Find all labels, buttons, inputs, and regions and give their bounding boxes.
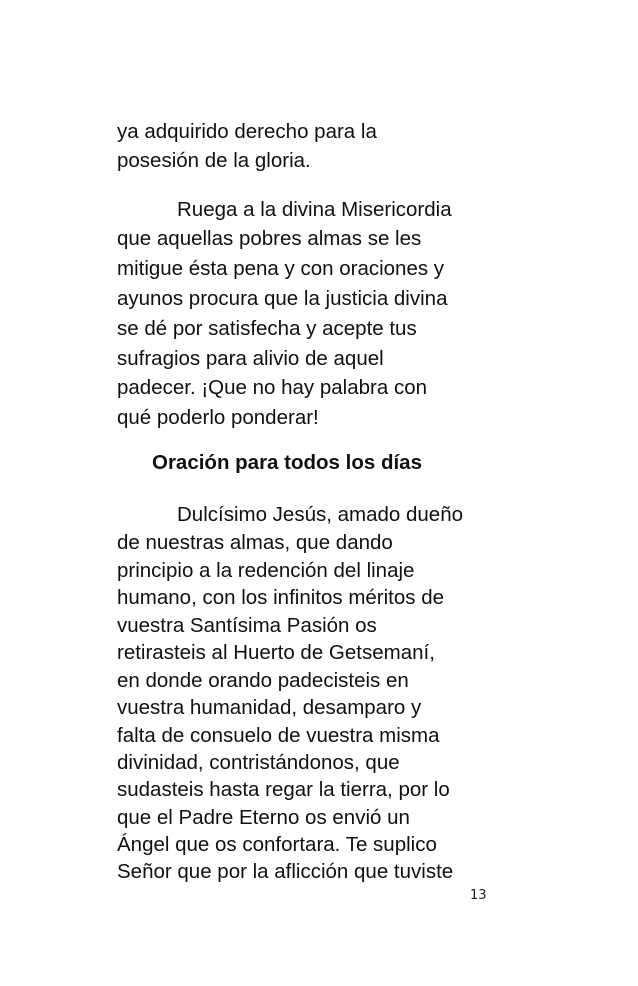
text-line: que el Padre Eterno os envió un — [117, 806, 410, 829]
text-line: posesión de la gloria. — [117, 149, 311, 172]
text-line: principio a la redención del linaje — [117, 559, 415, 582]
text-line: sufragios para alivio de aquel — [117, 347, 384, 370]
text-line: divinidad, contristándonos, que — [117, 751, 400, 774]
text-line: humano, con los infinitos méritos de — [117, 586, 445, 609]
text-line: retirasteis al Huerto de Getsemaní, — [117, 641, 435, 664]
text-line: Ángel que os confortara. Te suplico — [117, 833, 437, 856]
page-number: 13 — [470, 888, 487, 903]
text-line: vuestra humanidad, desamparo y — [117, 696, 422, 719]
text-line: mitigue ésta pena y con oraciones y — [117, 257, 445, 280]
text-line: padecer. ¡Que no hay palabra con — [117, 376, 427, 399]
text-line: Señor que por la aflicción que tuviste — [117, 860, 454, 883]
text-line: en donde orando padecisteis en — [117, 669, 409, 692]
text-line: ayunos procura que la justicia divina — [117, 287, 448, 310]
text-line: sudasteis hasta regar la tierra, por lo — [117, 778, 450, 801]
text-line: de nuestras almas, que dando — [117, 531, 393, 554]
text-line: que aquellas pobres almas se les — [117, 227, 422, 250]
text-line: qué poderlo ponderar! — [117, 406, 319, 429]
text-line: vuestra Santísima Pasión os — [117, 614, 377, 637]
section-heading: Oración para todos los días — [152, 451, 422, 474]
text-line: falta de consuelo de vuestra misma — [117, 724, 440, 747]
text-line: se dé por satisfecha y acepte tus — [117, 317, 417, 340]
text-line: Dulcísimo Jesús, amado dueño — [177, 503, 464, 526]
text-line: ya adquirido derecho para la — [117, 120, 377, 143]
text-line: Ruega a la divina Misericordia — [177, 198, 452, 221]
